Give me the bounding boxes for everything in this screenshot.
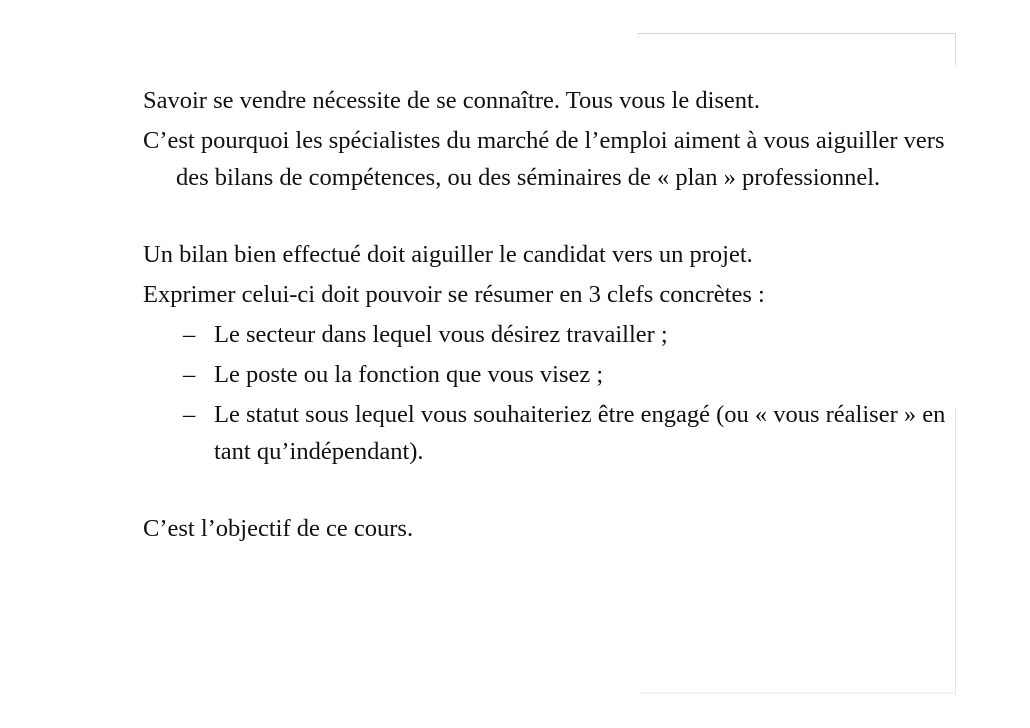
keys-list (143, 316, 953, 470)
list-item-status (143, 396, 953, 470)
right-decorative-rule-lower (955, 408, 956, 696)
paragraph-conclusion: C’est l’objectif de ce cours. (143, 515, 414, 542)
list-item-sector (143, 316, 953, 353)
paragraph-intro: Savoir se vendre nécessite de se connaître. Tous vous le disent. (143, 87, 760, 114)
paragraph-bilan: Un bilan bien effectué doit aiguiller le candidat vers un projet. (143, 241, 753, 268)
list-dash: – (183, 401, 196, 428)
list-dash: – (183, 321, 196, 348)
spacer (143, 199, 953, 236)
list-item-position (143, 356, 953, 393)
paragraph-specialists: C’est pourquoi les spécialistes du marché de l’emploi aiment à vous aiguiller vers des bilans de compétences, ou des séminaires de « plan » professionnel. (143, 127, 945, 191)
list-item-text: Le poste ou la fonction que vous visez ; (214, 361, 604, 388)
slide-body (143, 82, 953, 547)
top-decorative-rule (638, 33, 956, 34)
spacer (143, 473, 953, 510)
right-decorative-rule-upper (955, 33, 956, 65)
list-item-text: Le secteur dans lequel vous désirez travailler ; (214, 321, 668, 348)
bottom-decorative-rule (640, 692, 956, 694)
paragraph-three-keys: Exprimer celui-ci doit pouvoir se résumer en 3 clefs concrètes : (143, 281, 765, 308)
list-item-text: Le statut sous lequel vous souhaiteriez être engagé (ou « vous réaliser » en tant qu’indépendant). (214, 401, 946, 465)
list-dash: – (183, 361, 196, 388)
